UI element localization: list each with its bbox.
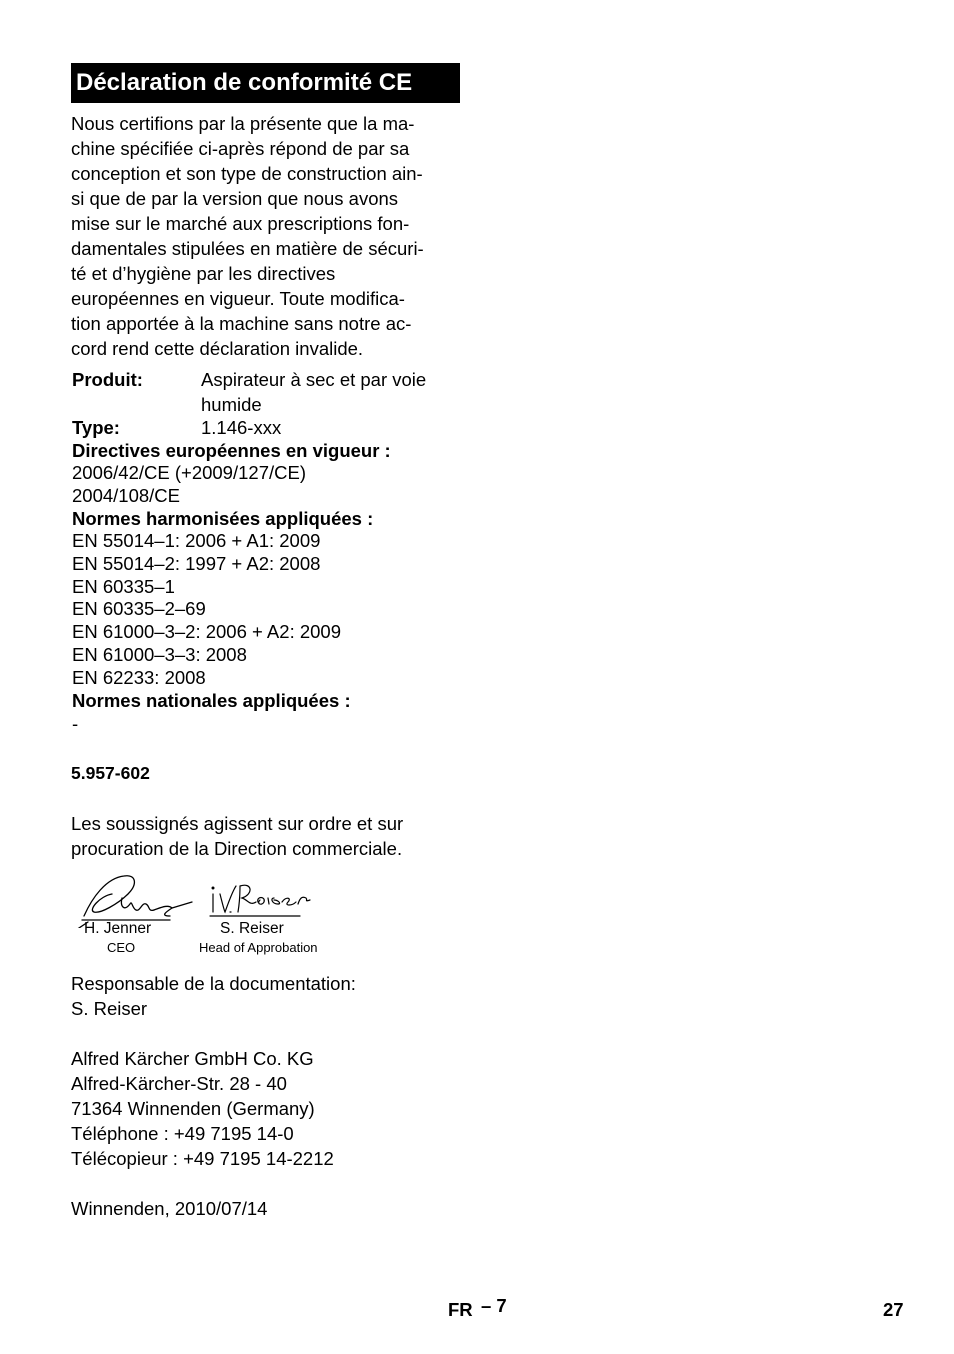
harmonized-item: EN 55014–2: 1997 + A2: 2008 [72, 553, 321, 574]
footer-page-number: 27 [883, 1299, 904, 1320]
documentation-label: Responsable de la documentation: [71, 973, 356, 994]
address-line: Téléphone : +49 7195 14-0 [71, 1123, 294, 1144]
intro-line: Nous certifions par la présente que la ma- [71, 113, 415, 134]
document-number: 5.957-602 [71, 763, 150, 783]
product-value-line2: humide [201, 394, 262, 415]
directive-item: 2006/42/CE (+2009/127/CE) [72, 462, 306, 483]
intro-line: cord rend cette déclaration invalide. [71, 338, 364, 359]
documentation-responsible [71, 971, 356, 1021]
signatory-name-jenner: H. Jenner [84, 920, 152, 937]
harmonized-item: EN 62233: 2008 [72, 667, 206, 688]
intro-line: chine spécifiée ci-après répond de par sa [71, 138, 410, 159]
harmonized-item: EN 55014–1: 2006 + A1: 2009 [72, 530, 321, 551]
address-line: Alfred-Kärcher-Str. 28 - 40 [71, 1073, 287, 1094]
address-line: Télécopieur : +49 7195 14-2212 [71, 1148, 334, 1169]
national-heading: Normes nationales appliquées : [72, 690, 351, 711]
signatory-role-reiser: Head of Approbation [199, 940, 318, 955]
harmonized-item: EN 60335–1 [72, 576, 175, 597]
product-value-line1: Aspirateur à sec et par voie [201, 369, 427, 390]
type-value: 1.146-xxx [201, 417, 282, 438]
footer-language: FR [448, 1299, 473, 1320]
signature-images [70, 868, 340, 928]
page-title: Déclaration de conformité CE [71, 63, 460, 103]
harmonized-item: EN 60335–2–69 [72, 598, 206, 619]
intro-line: mise sur le marché aux prescriptions fon- [71, 213, 410, 234]
place-date: Winnenden, 2010/07/14 [71, 1198, 268, 1219]
mandate-line: procuration de la Direction commerciale. [71, 838, 403, 859]
intro-line: conception et son type de construction ain- [71, 163, 423, 184]
intro-line: té et d’hygiène par les directives [71, 263, 336, 284]
mandate-line: Les soussignés agissent sur ordre et sur [71, 813, 404, 834]
intro-line: damentales stipulées en matière de sécuri- [71, 238, 424, 259]
signature-block [70, 868, 340, 964]
documentation-name: S. Reiser [71, 998, 148, 1019]
address-line: Alfred Kärcher GmbH Co. KG [71, 1048, 314, 1069]
intro-line: si que de par la version que nous avons [71, 188, 399, 209]
company-address [71, 1046, 334, 1171]
directive-item: 2004/108/CE [72, 485, 181, 506]
directives-heading: Directives européennes en vigueur : [72, 440, 391, 461]
intro-line: européennes en vigueur. Toute modifica- [71, 288, 405, 309]
national-value: - [72, 713, 79, 734]
signatory-name-reiser: S. Reiser [220, 920, 284, 937]
intro-paragraph [71, 111, 463, 361]
address-line: 71364 Winnenden (Germany) [71, 1098, 315, 1119]
type-label: Type: [72, 417, 120, 438]
harmonized-item: EN 61000–3–3: 2008 [72, 644, 247, 665]
mandate-paragraph [71, 811, 403, 861]
harmonized-item: EN 61000–3–2: 2006 + A2: 2009 [72, 621, 341, 642]
reiser-signature [210, 885, 310, 916]
product-label: Produit: [72, 369, 143, 390]
footer-section-number: – 7 [481, 1295, 507, 1316]
signatory-role-jenner: CEO [107, 940, 136, 955]
intro-line: tion apportée à la machine sans notre ac- [71, 313, 412, 334]
specification-block [72, 369, 472, 749]
harmonized-heading: Normes harmonisées appliquées : [72, 508, 374, 529]
